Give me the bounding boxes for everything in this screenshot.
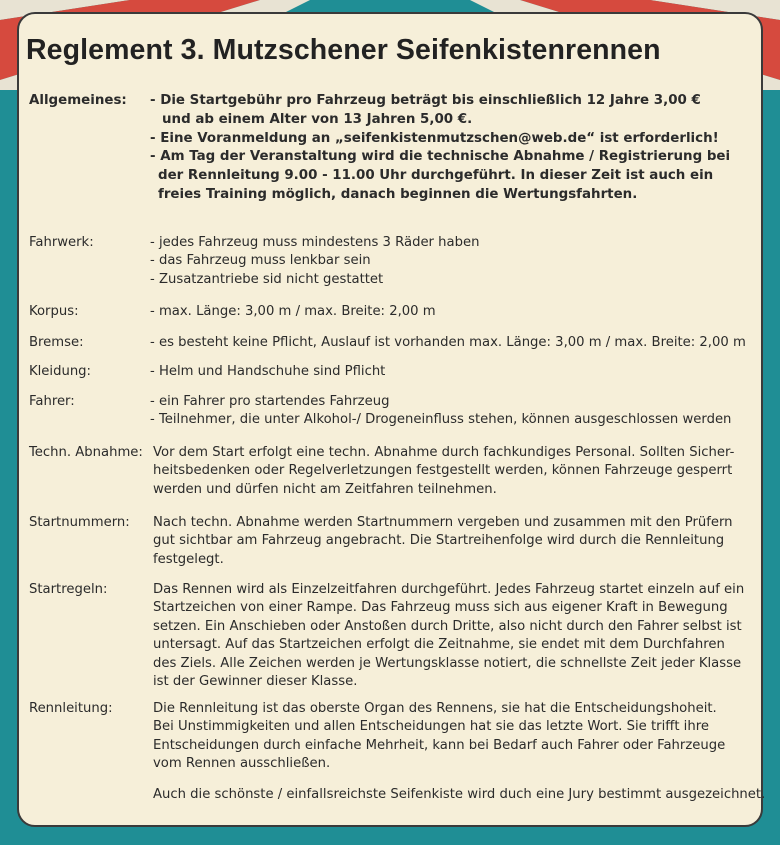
jury-note: Auch die schönste / einfallsreichste Seifenkiste wird duch eine Jury bestimmt ausgezeichnet.	[153, 786, 766, 802]
content-line: - jedes Fahrzeug muss mindestens 3 Räder haben	[150, 235, 480, 250]
section-label: Startnummern:	[29, 515, 130, 530]
page-title: Reglement 3. Mutzschener Seifenkistenrennen	[26, 34, 661, 66]
content-line: des Ziels. Alle Zeichen werden je Wertungsklasse notiert, die schnellste Zeit jeder Klasse	[153, 655, 742, 671]
section-label: Bremse:	[29, 335, 84, 350]
section-content	[150, 234, 479, 289]
section-label: Korpus:	[29, 304, 79, 319]
content-line: vom Rennen ausschließen.	[153, 756, 331, 772]
content-line: Das Rennen wird als Einzelzeitfahren durchgeführt. Jedes Fahrzeug startet einzeln auf ein	[153, 582, 745, 597]
content-line: Nach techn. Abnahme werden Startnummern vergeben und zusammen mit den Prüfern	[153, 515, 733, 530]
content-line: untersagt. Auf das Startzeichen erfolgt die Zeitnahme, sie endet mit dem Durchfahren	[153, 637, 725, 653]
section-content	[153, 514, 733, 569]
content-line: - Zusatzantriebe sid nicht gestattet	[150, 271, 384, 287]
content-line: - das Fahrzeug muss lenkbar sein	[150, 253, 371, 269]
section-label: Techn. Abnahme:	[29, 445, 143, 460]
content-line: ist der Gewinner dieser Klasse.	[153, 674, 358, 690]
content-line: Startzeichen von einer Rampe. Das Fahrzeug muss sich aus eigener Kraft in Bewegung	[153, 600, 728, 616]
content-line: - ein Fahrer pro startendes Fahrzeug	[150, 394, 390, 409]
section-label: Rennleitung:	[29, 701, 113, 716]
content-line: gut sichtbar am Fahrzeug angebracht. Die Startreihenfolge wird durch die Rennleitung	[153, 533, 725, 549]
section-label: Startregeln:	[29, 582, 108, 597]
content-line: - max. Länge: 3,00 m / max. Breite: 2,00 m	[150, 304, 436, 319]
section-content	[150, 303, 436, 321]
section-content	[153, 581, 744, 691]
content-line: - Eine Voranmeldung an „seifenkistenmutzschen@web.de“ ist erforderlich!	[150, 130, 719, 146]
section-label: Fahrer:	[29, 394, 75, 409]
content-line: freies Training möglich, danach beginnen die Wertungsfahrten.	[158, 186, 638, 202]
content-line: Die Rennleitung ist das oberste Organ des Rennens, sie hat die Entscheidungshoheit.	[153, 701, 717, 716]
section-content	[150, 334, 746, 352]
content-line: werden und dürfen nicht am Zeitfahren teilnehmen.	[153, 481, 497, 497]
content-line: - Helm und Handschuhe sind Pflicht	[150, 364, 386, 379]
section-content	[150, 363, 385, 381]
section-label: Kleidung:	[29, 364, 91, 379]
content-line: - Die Startgebühr pro Fahrzeug beträgt bis einschließlich 12 Jahre 3,00 €	[150, 93, 701, 108]
content-line: Vor dem Start erfolgt eine techn. Abnahme durch fachkundiges Personal. Sollten Sicher-	[153, 445, 735, 460]
section-content	[153, 444, 734, 499]
section-content	[153, 700, 765, 804]
section-label: Allgemeines:	[29, 93, 127, 108]
content-line: der Rennleitung 9.00 - 11.00 Uhr durchgeführt. In dieser Zeit ist auch ein	[158, 168, 714, 184]
section-content	[150, 92, 730, 205]
content-line: - Teilnehmer, die unter Alkohol-/ Drogeneinfluss stehen, können ausgeschlossen werden	[150, 412, 732, 428]
content-line: Entscheidungen durch einfache Mehrheit, kann bei Bedarf auch Fahrer oder Fahrzeuge	[153, 737, 726, 753]
reglement-card	[17, 12, 766, 827]
section-label: Fahrwerk:	[29, 235, 94, 250]
content-line: festgelegt.	[153, 551, 224, 567]
content-line: heitsbedenken oder Regelverletzungen festgestellt werden, können Fahrzeuge gesperrt	[153, 463, 733, 479]
content-line: und ab einem Alter von 13 Jahren 5,00 €.	[162, 111, 473, 127]
content-line: setzen. Ein Anschieben oder Anstoßen durch Dritte, also nicht durch den Fahrer selbst ist	[153, 618, 742, 634]
content-line: - Am Tag der Veranstaltung wird die technische Abnahme / Registrierung bei	[150, 149, 731, 165]
content-line: Bei Unstimmigkeiten und allen Entscheidungen hat sie das letzte Wort. Sie trifft ihre	[153, 719, 709, 735]
section-content	[150, 393, 731, 430]
content-line: - es besteht keine Pflicht, Auslauf ist vorhanden max. Länge: 3,00 m / max. Breite: 2,00 m	[150, 335, 746, 350]
